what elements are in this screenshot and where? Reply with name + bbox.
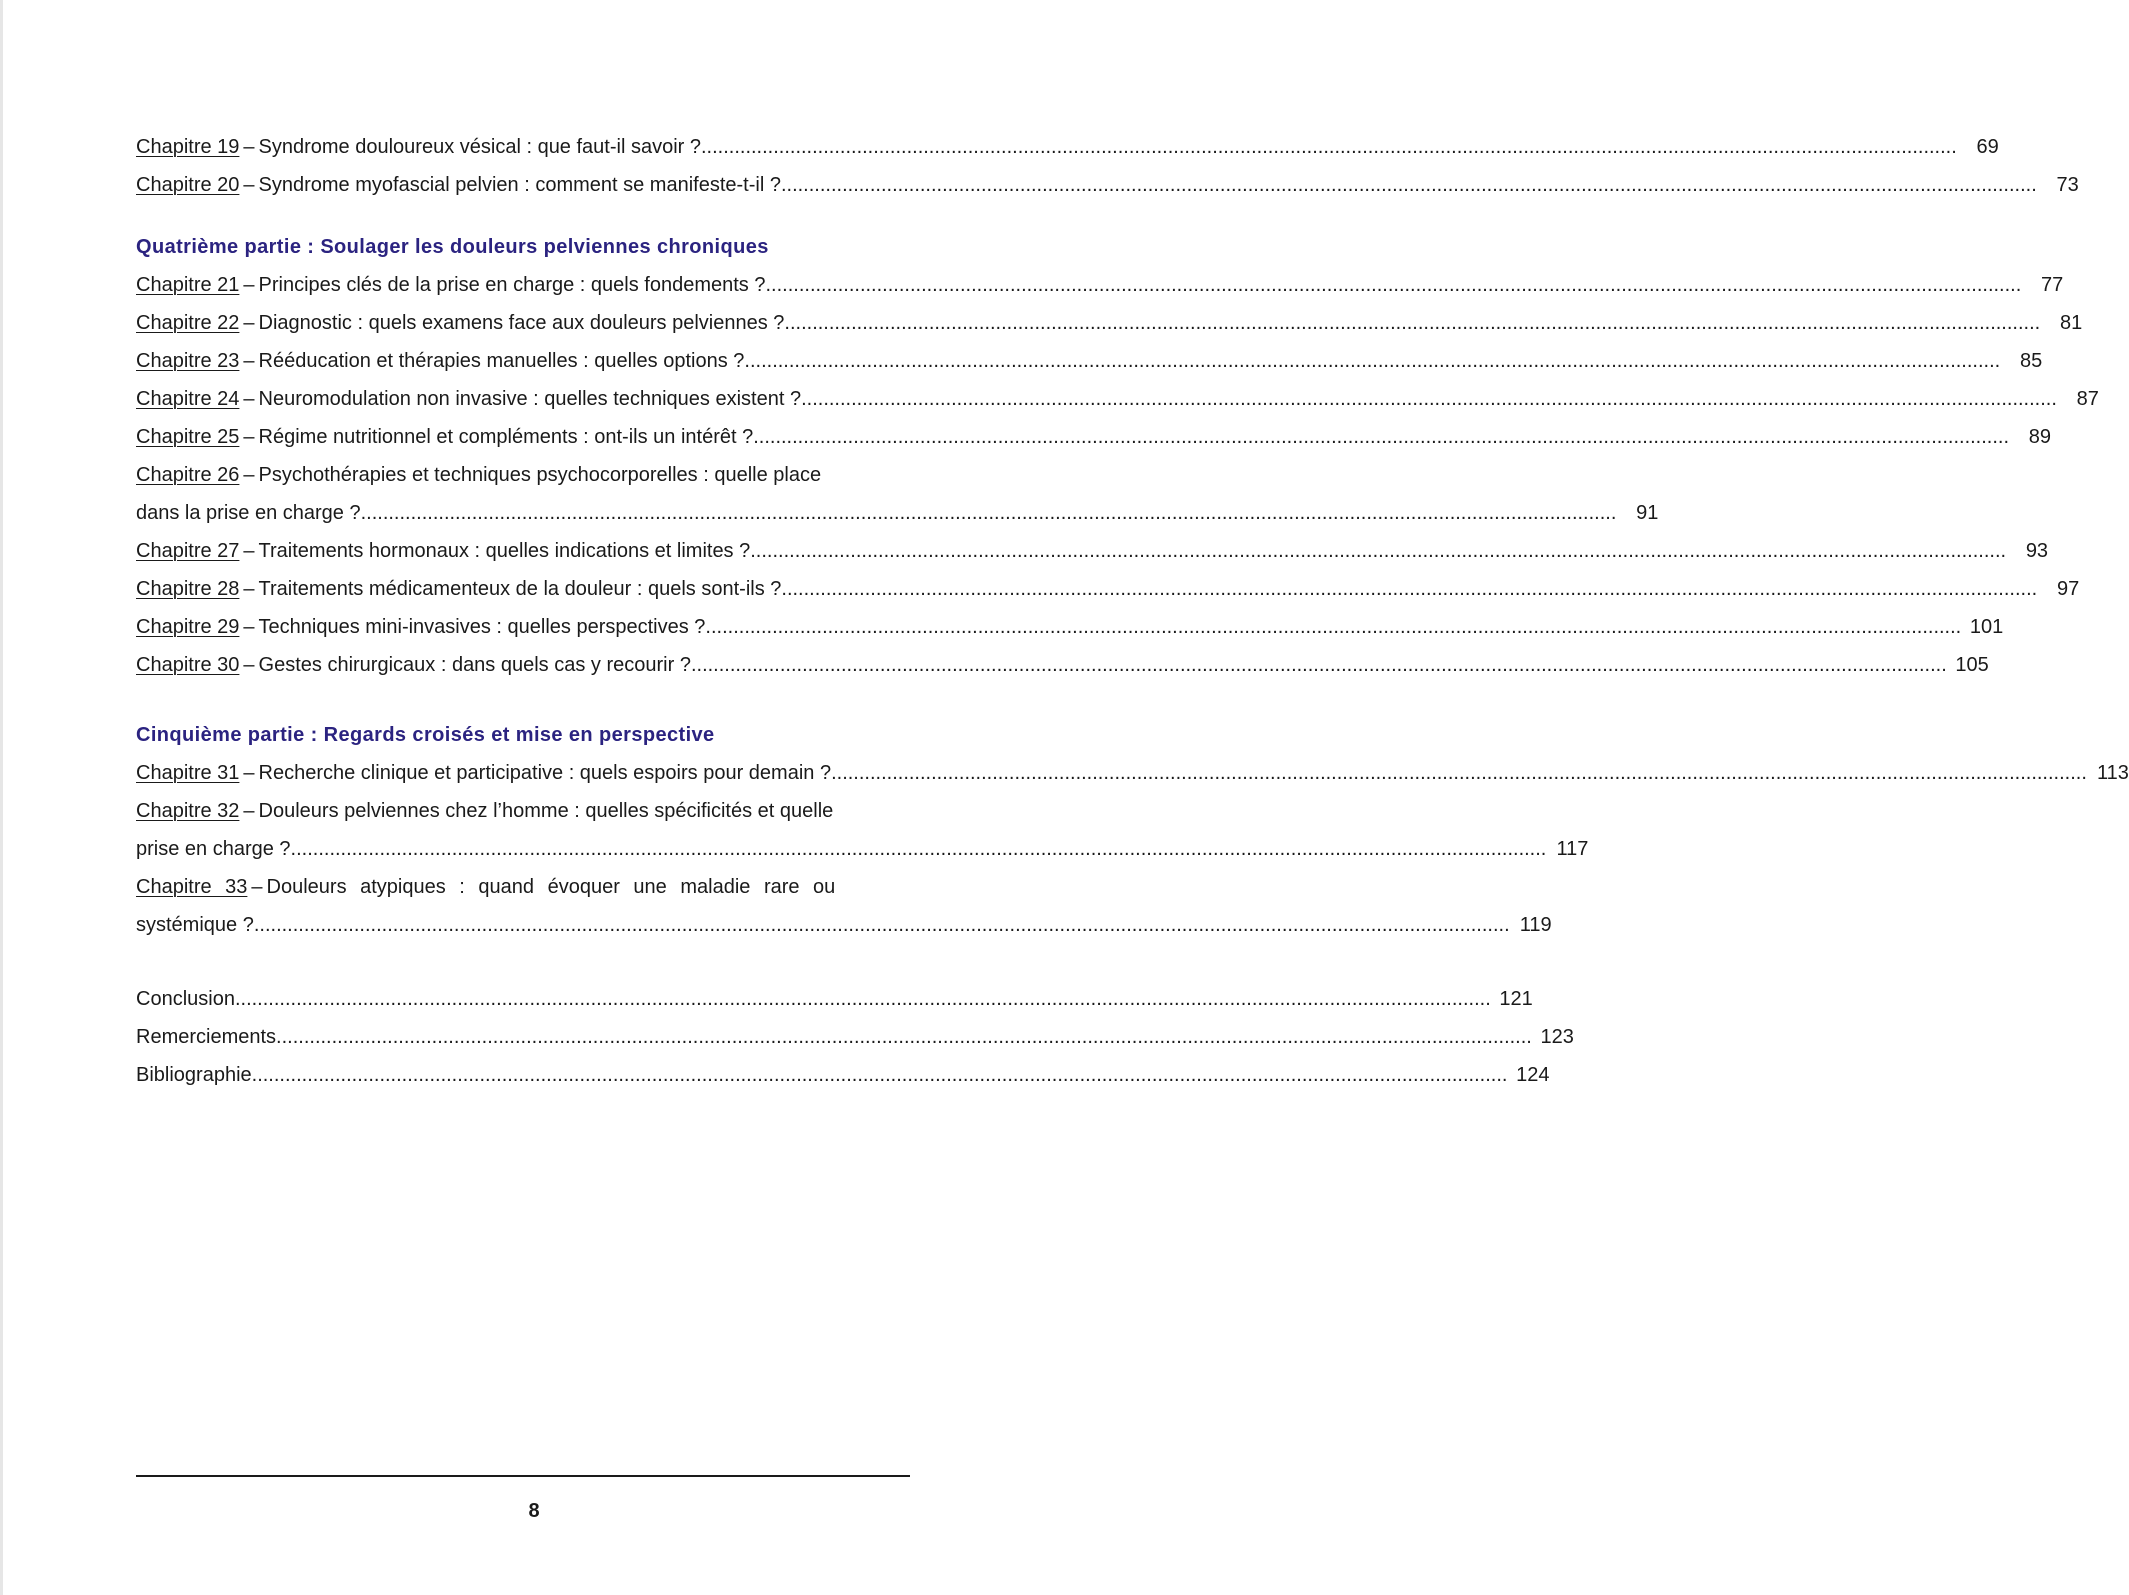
chapter-label: Chapitre 22 (136, 312, 240, 334)
dot-leader (781, 166, 2037, 204)
chapter-title: Rééducation et thérapies manuelles : quelles options ? (258, 350, 745, 372)
chapter-title: Traitements médicamenteux de la douleur : quels sont-ils ? (258, 578, 782, 600)
page-ref: 123 (1540, 1026, 1574, 1048)
toc-entry-chapter-20: Chapitre 20 – Syndrome myofascial pelvien : comment se manifeste-t-il ? ..... 73 (136, 166, 916, 204)
chapter-title: Diagnostic : quels examens face aux douleurs pelviennes ? (258, 312, 785, 334)
dot-leader (291, 830, 1547, 868)
page-ref: 85 (2019, 350, 2043, 372)
page-ref: 93 (2025, 540, 2049, 562)
page-ref: 77 (2041, 274, 2064, 296)
dot-leader (744, 342, 2000, 380)
dot-leader (784, 304, 2040, 342)
toc-entry-chapter-19: Chapitre 19 – Syndrome douloureux vésical : que faut-il savoir ? ..... 69 (136, 128, 916, 166)
toc-entry-chapter-33-line2 (136, 906, 1552, 944)
page-ref: 81 (2059, 312, 2083, 334)
toc-entry-chapter-31: Chapitre 31 – Recherche clinique et participative : quels espoirs pour demain ? ..... 113 (136, 754, 916, 792)
toc-entry-chapter-29: Chapitre 29 – Techniques mini-invasives : quelles perspectives ? ..... 101 (136, 608, 916, 646)
dot-leader (235, 980, 1491, 1018)
chapter-title: Gestes chirurgicaux : dans quels cas y recourir ? (258, 654, 691, 676)
chapter-label: Chapitre 33 (136, 876, 248, 898)
chapter-title-line1: Douleurs atypiques : quand évoquer une maladie rare ou (266, 876, 836, 898)
dot-leader (753, 418, 2009, 456)
toc-entry-chapter-24: Chapitre 24 – Neuromodulation non invasive : quelles techniques existent ? ..... 87 (136, 380, 916, 418)
page-ref: 91 (1636, 502, 1659, 524)
page-ref: 119 (1519, 914, 1552, 936)
chapter-title: Neuromodulation non invasive : quelles techniques existent ? (258, 388, 802, 410)
page-ref: 87 (2076, 388, 2099, 410)
part-4-heading: Quatrième partie : Soulager les douleurs pelviennes chroniques (136, 236, 769, 258)
chapter-label: Chapitre 30 (136, 654, 240, 676)
toc-entry-chapter-33-line1: Chapitre 33 – Douleurs atypiques : quand évoquer une maladie rare ou (136, 876, 836, 898)
part-5-heading: Cinquième partie : Regards croisés et mise en perspective (136, 724, 715, 746)
dot-leader (705, 608, 1961, 646)
page-ref: 117 (1556, 838, 1589, 860)
chapter-label: Chapitre 29 (136, 616, 240, 638)
dot-leader (691, 646, 1947, 684)
chapter-title-line1: Douleurs pelviennes chez l’homme : quelles spécificités et quelle (258, 800, 834, 822)
page-ref: 69 (1976, 136, 1999, 158)
dot-leader (765, 266, 2021, 304)
chapter-label: Chapitre 28 (136, 578, 240, 600)
chapter-title: Recherche clinique et participative : quels espoirs pour demain ? (258, 762, 832, 784)
page-ref: 89 (2028, 426, 2052, 448)
page-ref: 124 (1516, 1064, 1550, 1086)
dot-leader (254, 906, 1510, 944)
page-ref: 121 (1499, 988, 1533, 1010)
chapter-label: Chapitre 31 (136, 762, 240, 784)
toc-entry-chapter-27: Chapitre 27 – Traitements hormonaux : quelles indications et limites ? ..... 93 (136, 532, 916, 570)
toc-entry-chapter-21: Chapitre 21 – Principes clés de la prise en charge : quels fondements ? ..... 77 (136, 266, 916, 304)
dot-leader (252, 1056, 1508, 1094)
dot-leader (831, 754, 2087, 792)
toc-entry-bibliographie (136, 1056, 1550, 1094)
section-title: Remerciements (136, 1026, 277, 1048)
chapter-title: Traitements hormonaux : quelles indications et limites ? (258, 540, 751, 562)
toc-entry-chapter-23: Chapitre 23 – Rééducation et thérapies manuelles : quelles options ? ..... 85 (136, 342, 916, 380)
page-left-edge (0, 0, 3, 1595)
page-ref: 101 (1969, 616, 2004, 638)
dot-leader (801, 380, 2057, 418)
page-ref: 105 (1955, 654, 1989, 676)
toc-entry-chapter-30: Chapitre 30 – Gestes chirurgicaux : dans quels cas y recourir ? ..... 105 (136, 646, 916, 684)
table-of-contents (136, 128, 2129, 1094)
chapter-label: Chapitre 21 (136, 274, 240, 296)
chapter-title: Syndrome myofascial pelvien : comment se manifeste-t-il ? (258, 174, 781, 196)
chapter-title-line1: Psychothérapies et techniques psychocorporelles : quelle place (258, 464, 822, 486)
chapter-label: Chapitre 20 (136, 174, 240, 196)
toc-entry-conclusion (136, 980, 1533, 1018)
chapter-label: Chapitre 19 (136, 136, 240, 158)
toc-entry-chapter-26-line1: Chapitre 26 – Psychothérapies et techniques psychocorporelles : quelle place (136, 464, 822, 486)
section-title: Bibliographie (136, 1064, 252, 1086)
dot-leader (701, 128, 1957, 166)
chapter-label: Chapitre 32 (136, 800, 240, 822)
toc-entry-chapter-26-line2 (136, 494, 1659, 532)
toc-entry-remerciements (136, 1018, 1574, 1056)
dot-leader (361, 494, 1617, 532)
toc-entry-chapter-22: Chapitre 22 – Diagnostic : quels examens face aux douleurs pelviennes ? ..... 81 (136, 304, 916, 342)
page-ref: 97 (2056, 578, 2080, 600)
chapter-label: Chapitre 26 (136, 464, 240, 486)
chapter-title-line2: systémique ? (136, 914, 254, 936)
chapter-label: Chapitre 27 (136, 540, 240, 562)
chapter-label: Chapitre 24 (136, 388, 240, 410)
dot-leader (750, 532, 2006, 570)
chapter-title-line2: prise en charge ? (136, 838, 291, 860)
toc-entry-chapter-25: Chapitre 25 – Régime nutritionnel et compléments : ont-ils un intérêt ? ..... 89 (136, 418, 916, 456)
chapter-label: Chapitre 23 (136, 350, 240, 372)
chapter-title: Régime nutritionnel et compléments : ont-ils un intérêt ? (258, 426, 754, 448)
page-number: 8 (528, 1500, 540, 1522)
page-ref: 73 (2056, 174, 2079, 196)
chapter-title: Principes clés de la prise en charge : quels fondements ? (258, 274, 766, 296)
page-ref: 113 (2097, 762, 2129, 784)
footer-rule (136, 1475, 910, 1477)
section-title: Conclusion (136, 988, 235, 1010)
chapter-title: Techniques mini-invasives : quelles perspectives ? (258, 616, 706, 638)
dot-leader (781, 570, 2037, 608)
toc-entry-chapter-28: Chapitre 28 – Traitements médicamenteux de la douleur : quels sont-ils ? ..... 97 (136, 570, 916, 608)
chapter-title-line2: dans la prise en charge ? (136, 502, 361, 524)
chapter-label: Chapitre 25 (136, 426, 240, 448)
toc-entry-chapter-32-line1: Chapitre 32 – Douleurs pelviennes chez l’homme : quelles spécificités et quelle (136, 800, 834, 822)
dot-leader (276, 1018, 1532, 1056)
toc-entry-chapter-32-line2 (136, 830, 1589, 868)
chapter-title: Syndrome douloureux vésical : que faut-il savoir ? (258, 136, 701, 158)
